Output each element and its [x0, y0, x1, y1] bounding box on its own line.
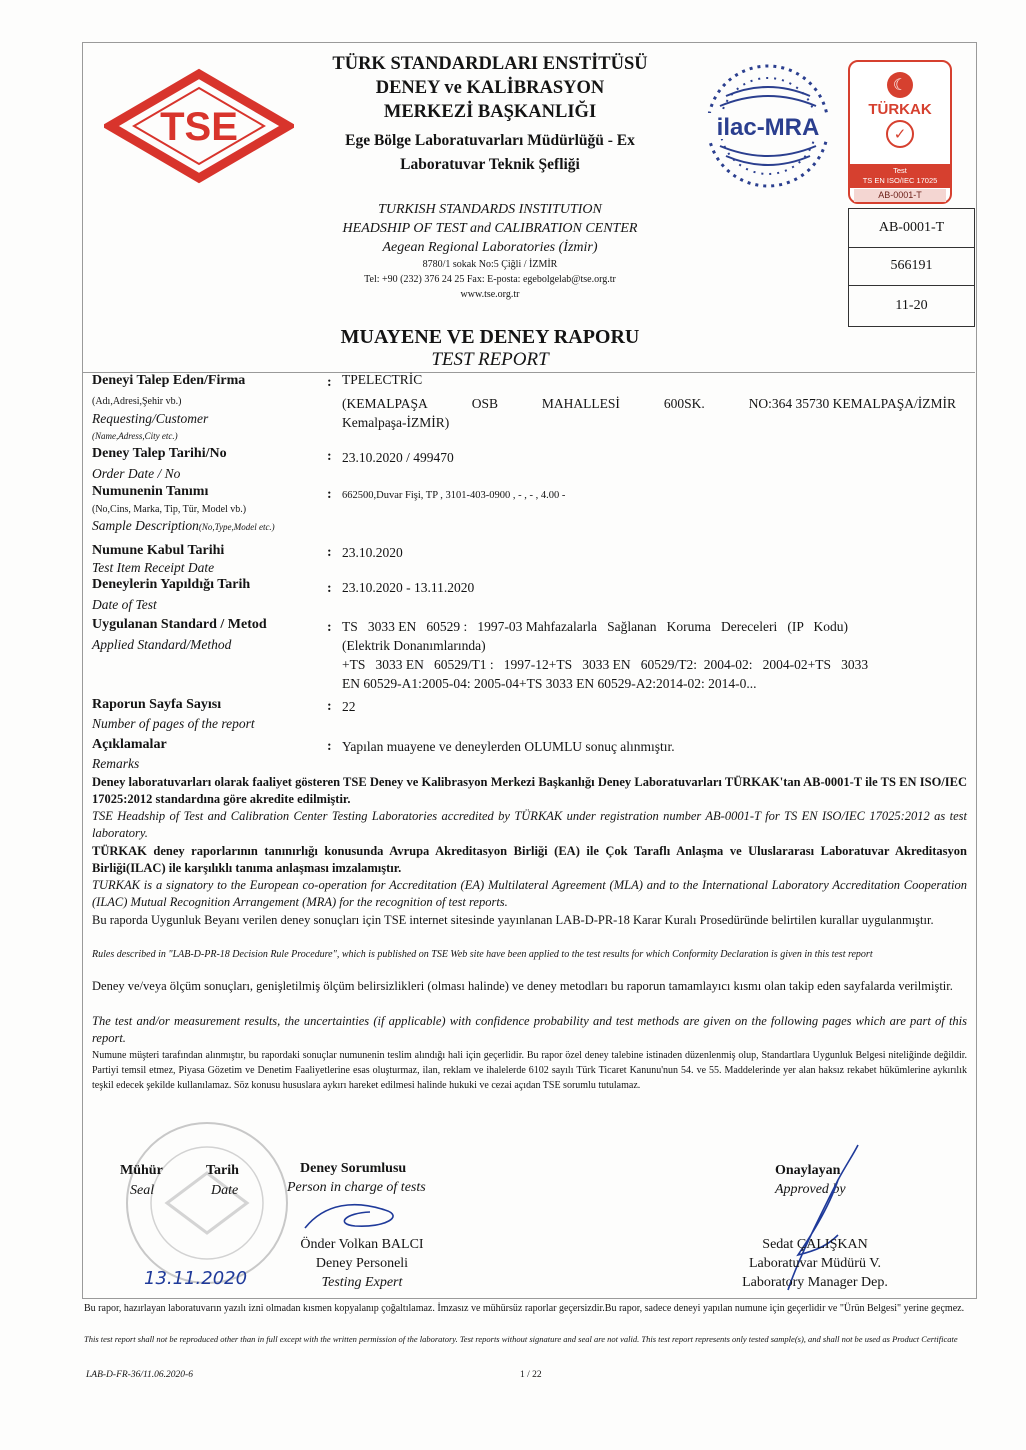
turkak-line2: TS EN ISO/IEC 17025 — [862, 176, 938, 185]
org-tr-line1: TÜRK STANDARDLARI ENSTİTÜSÜ — [332, 54, 648, 74]
turkak-crescent-icon: ☾ — [887, 72, 913, 98]
pages-value: 22 — [342, 699, 356, 714]
pages-en: Number of pages of the report — [92, 716, 255, 731]
colon: : — [327, 739, 332, 754]
requester-value-3: Kemalpaşa-İZMİR) — [342, 415, 450, 430]
requester-en-sub: (Name,Adress,City etc.) — [92, 431, 178, 441]
colon: : — [327, 449, 332, 464]
approved-label-en: Approved by — [775, 1182, 846, 1197]
para-results-tr: Deney ve/veya ölçüm sonuçları, genişletilmiş ölçüm belirsizlikleri (olması halinde) ve deney metodları bu raporun tamamlayıcı kısmı olan takip eden sayfalarda verilmiştir. — [92, 979, 953, 993]
handwritten-date: 13.11.2020 — [144, 1268, 248, 1289]
requester-value-2d: 600SK. — [663, 396, 705, 411]
person-label-en: Person in charge of tests — [287, 1180, 426, 1195]
org-en-line2: HEADSHIP OF TEST and CALIBRATION CENTER — [342, 221, 638, 236]
test-date-value: 23.10.2020 - 13.11.2020 — [342, 580, 475, 595]
person-signature — [295, 1198, 425, 1238]
report-no-box: 566191 — [848, 247, 975, 286]
approver-role-tr: Laboratuvar Müdürü V. — [748, 1256, 882, 1271]
accreditation-box: AB-0001-T — [848, 208, 975, 248]
para-turkak-en: TURKAK is a signatory to the European co-operation for Accreditation (EA) Multilateral Agreement (MLA) and to the International Laboratory Accreditation Cooperation (ILAC) Mutual Recognition Arrangement (MRA) for the recognition of test reports. — [92, 878, 967, 909]
date-label-en: Date — [211, 1183, 239, 1198]
person-role-en: Testing Expert — [321, 1275, 403, 1290]
person-label: Deney Sorumlusu — [300, 1161, 407, 1176]
sample-label: Numunenin Tanımı — [92, 484, 209, 499]
date-code-box: 11-20 — [848, 286, 975, 327]
order-value: 23.10.2020 / 499470 — [342, 450, 454, 465]
sample-sub: (No,Cins, Marka, Tip, Tür, Model vb.) — [92, 504, 247, 515]
requester-value-2c: MAHALLESİ — [541, 396, 620, 411]
seal-label-en: Seal — [130, 1183, 155, 1198]
org-contact: Tel: +90 (232) 376 24 25 Fax: E-posta: egebolgelab@tse.org.tr — [364, 274, 616, 285]
requester-value-2 — [342, 396, 956, 412]
ilac-text: ilac-MRA — [716, 114, 820, 141]
colon: : — [327, 487, 332, 502]
turkak-code: AB-0001-T — [854, 189, 946, 202]
requester-value-2b: OSB — [471, 396, 498, 411]
form-code: LAB-D-FR-36/11.06.2020-6 — [86, 1370, 193, 1380]
para-decision-tr: Bu raporda Uygunluk Beyanı verilen deney sonuçları için TSE internet sitesinde yayınlanan LAB-D-PR-18 Karar Kuralı Prosedüründe belirtilen kurallar uygulanmıştır. — [92, 913, 934, 927]
sample-en — [92, 518, 275, 534]
colon: : — [327, 545, 332, 560]
para-turkak-tr: TÜRKAK deney raporlarının tanınırlığı konusunda Avrupa Akreditasyon Birliği (EA) ile Çok Taraflı Anlaşma ve Uluslararası Laboratuvar Akreditasyon Birliği(ILAC) ile karşılıklı tanıma anlaşması imzalamıştır. — [92, 844, 967, 875]
para-accreditation-en: TSE Headship of Test and Calibration Center Testing Laboratories accredited by TÜRKAK under registration number AB-0001-T for TS EN ISO/IEC 17025:2012 as test laboratory. — [92, 809, 967, 840]
standard-label: Uygulanan Standard / Metod — [92, 617, 267, 632]
receipt-en: Test Item Receipt Date — [92, 560, 215, 575]
sample-en-text: Sample Description — [92, 518, 199, 533]
standard-en: Applied Standard/Method — [92, 637, 232, 652]
colon: : — [327, 620, 332, 635]
colon: : — [327, 375, 332, 390]
tse-logo — [104, 68, 294, 184]
order-label: Deney Talep Tarihi/No — [92, 446, 227, 461]
turkak-line1: Test — [893, 166, 907, 175]
ilac-mra-logo — [698, 56, 838, 196]
footer-tr: Bu rapor, hazırlayan laboratuvarın yazılı izni olmadan kısmen kopyalanıp çoğaltılamaz. İmzasız ve mühürsüz raporlar geçersizdir.Bu rapor, sadece deneyi yapılan numune için geçerlidir ve "Ürün Belgesi" yerine geçmez. — [84, 1303, 965, 1314]
org-header-en — [290, 200, 690, 302]
remarks-label: Açıklamalar — [92, 737, 167, 752]
sample-value: 662500,Duvar Fişi, TP , 3101-403-0900 , - , - , 4.00 - — [342, 490, 566, 501]
turkak-check-icon: ✓ — [886, 120, 914, 148]
colon: : — [327, 581, 332, 596]
requester-sub: (Adı,Adresi,Şehir vb.) — [92, 396, 182, 407]
org-address: 8780/1 sokak No:5 Çiğli / İZMİR — [422, 259, 558, 270]
test-date-label: Deneylerin Yapıldığı Tarih — [92, 577, 251, 592]
requester-value-2a: (KEMALPAŞA — [342, 396, 428, 411]
org-web: www.tse.org.tr — [460, 289, 520, 300]
approver-role-en: Laboratory Manager Dep. — [742, 1275, 888, 1290]
para-decision-en: Rules described in "LAB-D-PR-18 Decision Rule Procedure", which is published on TSE Web site have been applied to the test results for which Conformity Declaration is given in this test report — [92, 949, 873, 960]
org-tr-line3: MERKEZİ BAŞKANLIĞI — [383, 102, 597, 122]
page-number: 1 / 22 — [520, 1370, 542, 1380]
sample-en-sub: (No,Type,Model etc.) — [198, 522, 275, 532]
turkak-name: TÜRKAK — [868, 101, 932, 118]
requester-value-1: TPELECTRİC — [342, 372, 423, 387]
turkak-logo — [848, 60, 952, 204]
colon: : — [327, 699, 332, 714]
requester-value-2e: NO:364 35730 KEMALPAŞA/İZMİR — [748, 396, 956, 411]
para-legal-tr: Numune müşteri tarafından alınmıştır, bu rapordaki sonuçlar numunenin teslim alındığı hali için geçerlidir. Bu rapor özel deney talebine istinaden düzenlenmiş olup, Standartlara Uygunluk Belgesi niteliğinde değildir. Partiyi temsil etmez, Piyasa Gözetim ve Denetim Faaliyetlerine esas oluşturmaz, ilan, reklam ve ihalelerde 6102 sayılı Türk Ticaret Kanunu'nun 54. ve 55. Maddelerinde yer alan haksız rekabet hükümlerine aykırılık teşkil edecek şekilde kullanılamaz. Söz konusu hususlara aykırı hareket edilmesi halinde hukuki ve cezai açıdan TSE sorumlu tutulamaz. — [92, 1050, 967, 1091]
remarks-value: Yapılan muayene ve deneylerden OLUMLU sonuç alınmıştır. — [342, 739, 675, 754]
requester-en: Requesting/Customer — [92, 411, 209, 426]
para-accreditation-tr: Deney laboratuvarları olarak faaliyet gösteren TSE Deney ve Kalibrasyon Merkezi Başkanlığı Deney Laboratuvarları TÜRKAK'tan AB-0001-T ile TS EN ISO/IEC 17025:2012 standardına göre akredite edilmiştir. — [92, 775, 967, 806]
org-tr-line2: DENEY ve KALİBRASYON — [375, 78, 605, 98]
para-results-en: The test and/or measurement results, the uncertainties (if applicable) with confidence probability and test methods are given on the following pages which are part of this report. — [92, 1014, 967, 1045]
person-role-tr: Deney Personeli — [315, 1256, 409, 1271]
receipt-value: 23.10.2020 — [342, 545, 403, 560]
tse-logo-text: TSE — [160, 105, 238, 149]
person-name: Önder Volkan BALCI — [300, 1237, 424, 1252]
standard-line3: +TS 3033 EN 60529/T1 : 1997-12+TS 3033 EN 60529/T2: 2004-02: 2004-02+TS 3033 — [342, 657, 869, 672]
org-en-line3: Aegean Regional Laboratories (İzmir) — [382, 240, 598, 255]
org-header-tr — [300, 52, 680, 177]
receipt-label: Numune Kabul Tarihi — [92, 543, 225, 558]
org-tr-line5: Laboratuvar Teknik Şefliği — [400, 156, 580, 173]
standard-line2: (Elektrik Donanımlarında) — [342, 638, 486, 653]
report-title-en: TEST REPORT — [431, 349, 549, 370]
footer-en: This test report shall not be reproduced other than in full except with the written permission of the laboratory. Test reports without signature and seal are not valid. This test report represents only tested sample(s), and shall not be used as Product Certificate — [84, 1334, 958, 1344]
org-tr-line4: Ege Bölge Laboratuvarları Müdürlüğü - Ex — [345, 132, 635, 149]
test-date-en: Date of Test — [92, 597, 157, 612]
requester-label: Deneyi Talep Eden/Firma — [92, 373, 246, 388]
report-title-tr: MUAYENE VE DENEY RAPORU — [340, 326, 640, 348]
org-en-line1: TURKISH STANDARDS INSTITUTION — [378, 202, 602, 217]
pages-label: Raporun Sayfa Sayısı — [92, 697, 222, 712]
seal-label: Mühür — [120, 1163, 163, 1178]
order-en: Order Date / No — [92, 466, 181, 481]
approver-name: Sedat ÇALIŞKAN — [762, 1237, 868, 1252]
date-label: Tarih — [206, 1163, 239, 1178]
approved-label: Onaylayan — [775, 1163, 841, 1178]
standard-line4: EN 60529-A1:2005-04: 2005-04+TS 3033 EN 60529-A2:2014-02: 2014-0... — [342, 676, 757, 691]
remarks-en: Remarks — [92, 756, 140, 771]
standard-line1: TS 3033 EN 60529 : 1997-03 Mahfazalarla Sağlanan Koruma Dereceleri (IP Kodu) — [342, 619, 848, 634]
